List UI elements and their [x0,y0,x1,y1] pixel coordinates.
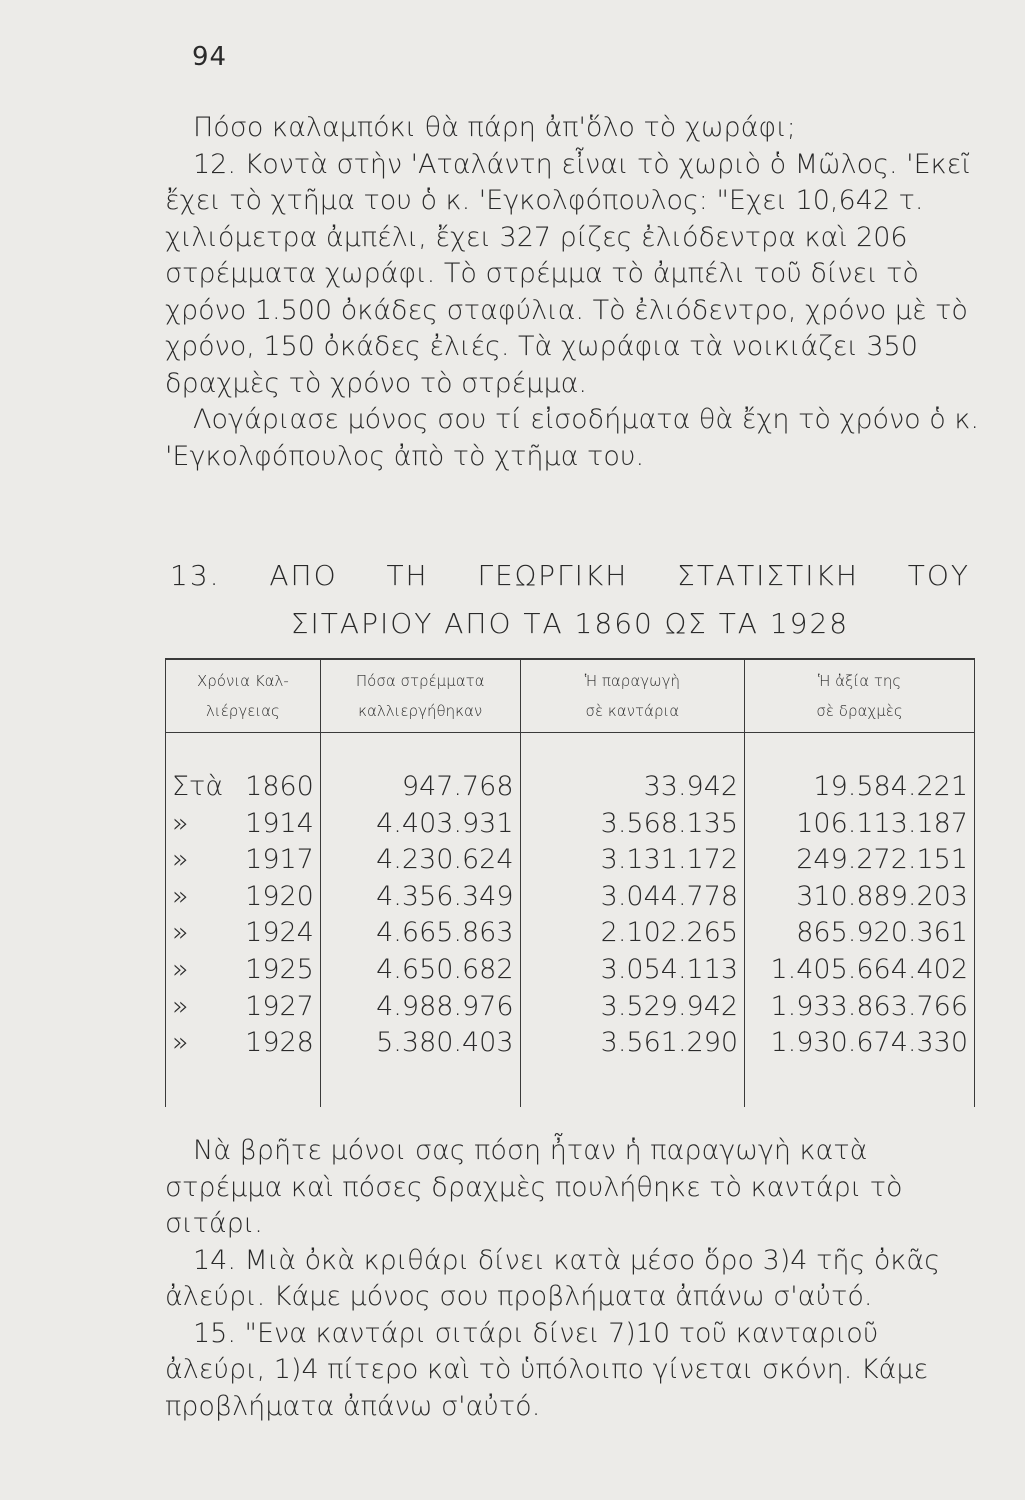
heading-word: ΓΕΩΡΓΙΚΗ [477,559,629,592]
outro-text [165,1133,980,1425]
section-heading [170,552,970,648]
heading-word: ΑΠΟ [269,559,338,592]
table-row: Στὰ 1860 947.768 33.942 19.584.221 [166,769,975,806]
table-row: » 1925 4.650.682 3.054.113 1.405.664.402 [166,952,975,989]
table-row: » 1917 4.230.624 3.131.172 249.272.151 [166,842,975,879]
paragraph: Νὰ βρῆτε μόνοι σας πόση ἦταν ἡ παραγωγὴ κατὰ στρέμμα καὶ πόσες δραχμὲς πουλήθηκε τὸ καντάρι τὸ σιτάρι. [165,1135,903,1239]
heading-word: ΤΗ [386,559,429,592]
page-number: 94 [192,42,228,72]
column-header: Χρόνια Καλ- λιέργειας [166,659,321,733]
paragraph: Πόσο καλαμπόκι θὰ πάρη ἀπ'ὅλο τὸ χωράφι; [193,112,796,143]
heading-number: 13. [170,559,221,592]
heading-word: ΣΤΑΤΙΣΤΙΚΗ [677,559,859,592]
paragraph: 14. Μιὰ ὀκὰ κριθάρι δίνει κατὰ μέσο ὅρο 3)4 τῆς ὀκᾶς ἀλεύρι. Κάμε μόνος σου προβλήματα ἀπάνω σ'αὐτό. [165,1244,941,1312]
intro-text [165,110,980,475]
heading-line-2: ΣΙΤΑΡΙΟΥ ΑΠΟ ΤΑ 1860 ΩΣ ΤΑ 1928 [290,607,850,640]
table-row: » 1914 4.403.931 3.568.135 106.113.187 [166,806,975,843]
column-header: Πόσα στρέμματα καλλιεργήθηκαν [320,659,520,733]
paragraph: 15. "Ενα καντάρι σιτάρι δίνει 7)10 τοῦ κανταριοῦ ἀλεύρι, 1)4 πίτερο καὶ τὸ ὑπόλοιπο γίνεται σκόνη. Κάμε προβλήματα ἀπάνω σ'αὐτό. [165,1317,929,1422]
table-header-row [166,659,975,733]
table-row: » 1924 4.665.863 2.102.265 865.920.361 [166,915,975,952]
heading-word: ΤΟΥ [907,559,970,592]
column-header: Ἡ ἀξία της σὲ δραχμὲς [745,659,975,733]
statistics-table [165,658,975,1107]
paragraph: 12. Κοντὰ στὴν 'Αταλάντη εἶναι τὸ χωριὸ ὁ Μῶλος. 'Εκεῖ ἔχει τὸ χτῆμα του ὁ κ. 'Εγκολφόπουλος: "Εχει 10,642 τ. χιλιόμετρα ἀμπέλι, ἔχει 327 ρίζες ἐλιόδεντρα καὶ 206 στρέμματα χωράφι. Τὸ στρέμμα τὸ ἀμπέλι τοῦ δίνει τὸ χρόνο 1.500 ὀκάδες σταφύλια. Τὸ ἐλιόδεντρο, χρόνο μὲ τὸ χρόνο, 150 ὀκάδες ἐλιές. Τὰ χωράφια τὰ νοικιάζει 350 δραχμὲς τὸ χρόνο τὸ στρέμμα. [165,148,971,399]
table-row: » 1920 4.356.349 3.044.778 310.889.203 [166,879,975,916]
table-row: » 1927 4.988.976 3.529.942 1.933.863.766 [166,989,975,1026]
column-header: Ἡ παραγωγὴ σὲ καντάρια [520,659,745,733]
paragraph: Λογάριασε μόνος σου τί εἰσοδήματα θὰ ἔχη τὸ χρόνο ὁ κ. 'Εγκολφόπουλος ἀπὸ τὸ χτῆμα του. [165,404,979,472]
table-row: » 1928 5.380.403 3.561.290 1.930.674.330 [166,1025,975,1062]
